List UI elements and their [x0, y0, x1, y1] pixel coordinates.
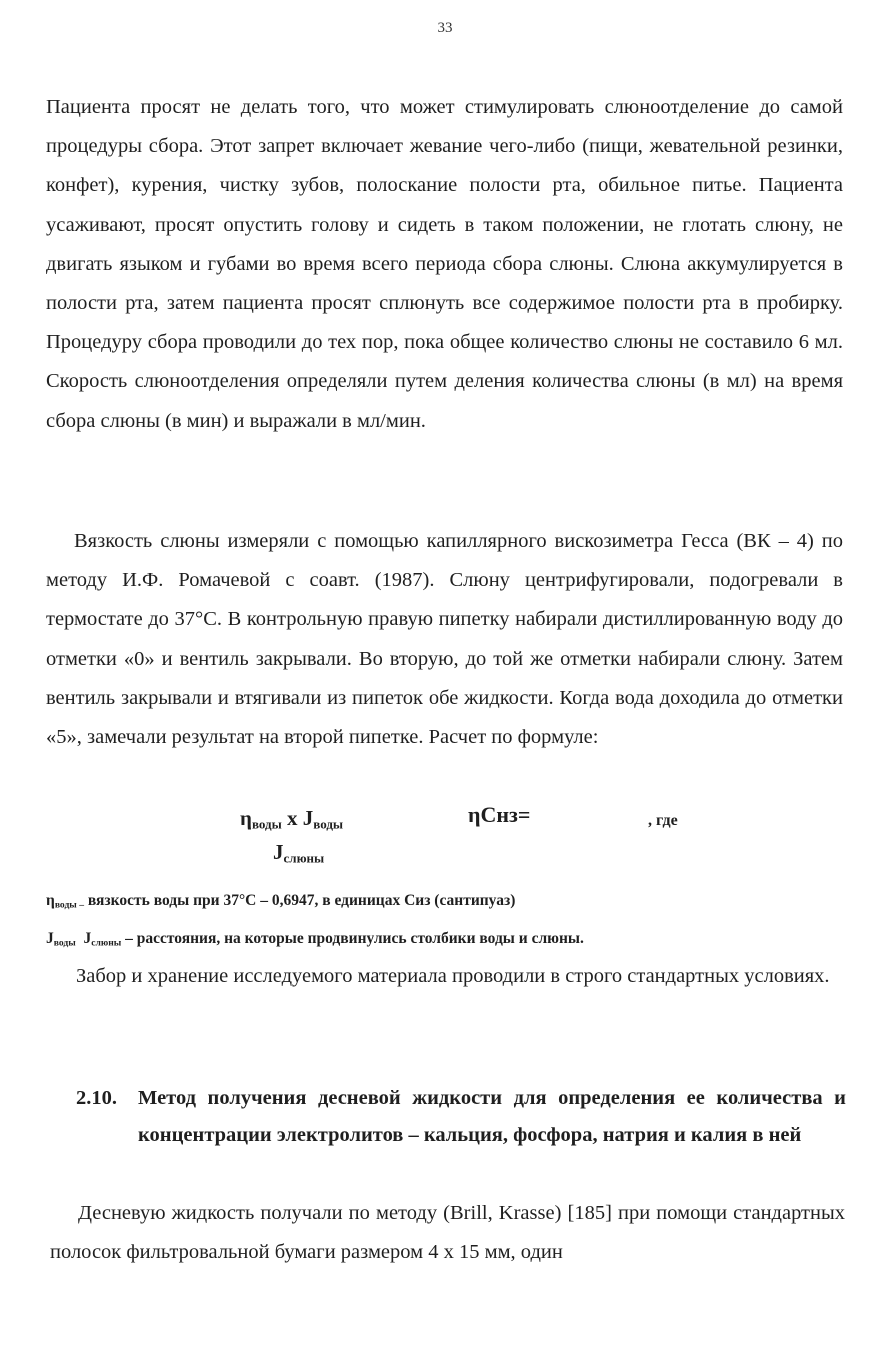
paragraph-saliva-collection: Пациента просят не делать того, что может стимулировать слюноотделение до самой процедуры сбора. Этот запрет включает жевание чего-либо (пищи, жевательной резинки, конфет), курения, чистку зубов, полоскание полости рта, обильное питье. Пациента усаживают, просят опустить голову и сидеть в таком положении, не глотать слюну, не двигать языком и губами во время всего периода сбора слюны. Слюна аккумулируется в полости рта, затем пациента просят сплюнуть все содержимое полости рта в пробирку. Процедуру сбора проводили до тех пор, пока общее количество слюны не составило 6 мл. Скорость слюноотделения определяли путем деления количества слюны (в мл) на время сбора слюны (в мин) и выражали в мл/мин. — [46, 96, 843, 432]
formula-legend-j: $J_{воды}$ $J_{слюны}$ – расстояния, на которые продвинулись столбики воды и слюны. — [46, 930, 584, 949]
formula-numerator: $\eta_{воды}$ х $J_{воды}$ — [240, 806, 344, 832]
paragraph-storage: Забор и хранение исследуемого материала проводили в строго стандартных условиях. — [76, 965, 830, 987]
formula-legend-eta: $\eta_{воды -}$ вязкость воды при 37°С – 0,6947, в единицах Сиз (сантипуаз) — [46, 892, 516, 911]
section-title: Метод получения десневой жидкости для определения ее количества и концентрации электролитов – кальция, фосфора, натрия и калия в ней — [138, 1087, 846, 1146]
paragraph-viscosity-method: Вязкость слюны измеряли с помощью капиллярного вискозиметра Гесса (ВК – 4) по методу И.Ф. Ромачевой с соавт. (1987). Слюну центрифугировали, подогревали в термостате до 37°С. В контрольную правую пипетку набирали дистиллированную воду до отметки «0» и вентиль закрывали. Во вторую, до той же отметки набирали слюну. Затем вентиль закрывали и втягивали из пипеток обе жидкости. Когда вода доходила до отметки «5», замечали результат на второй пипетке. Расчет по формуле: — [46, 530, 843, 749]
formula-lhs: ηСнз= — [468, 802, 531, 827]
paragraph-gingival-fluid: Десневую жидкость получали по методу (Brill, Krasse) [185] при помощи стандартных полосок фильтровальной бумаги размером 4 х 15 мм, один — [50, 1202, 845, 1264]
formula-where: , где — [648, 812, 678, 829]
section-heading — [76, 1080, 846, 1154]
section-number: 2.10. — [76, 1087, 117, 1109]
formula-denominator: $J_{слюны}$ — [273, 840, 325, 866]
page-number: 33 — [437, 20, 453, 36]
